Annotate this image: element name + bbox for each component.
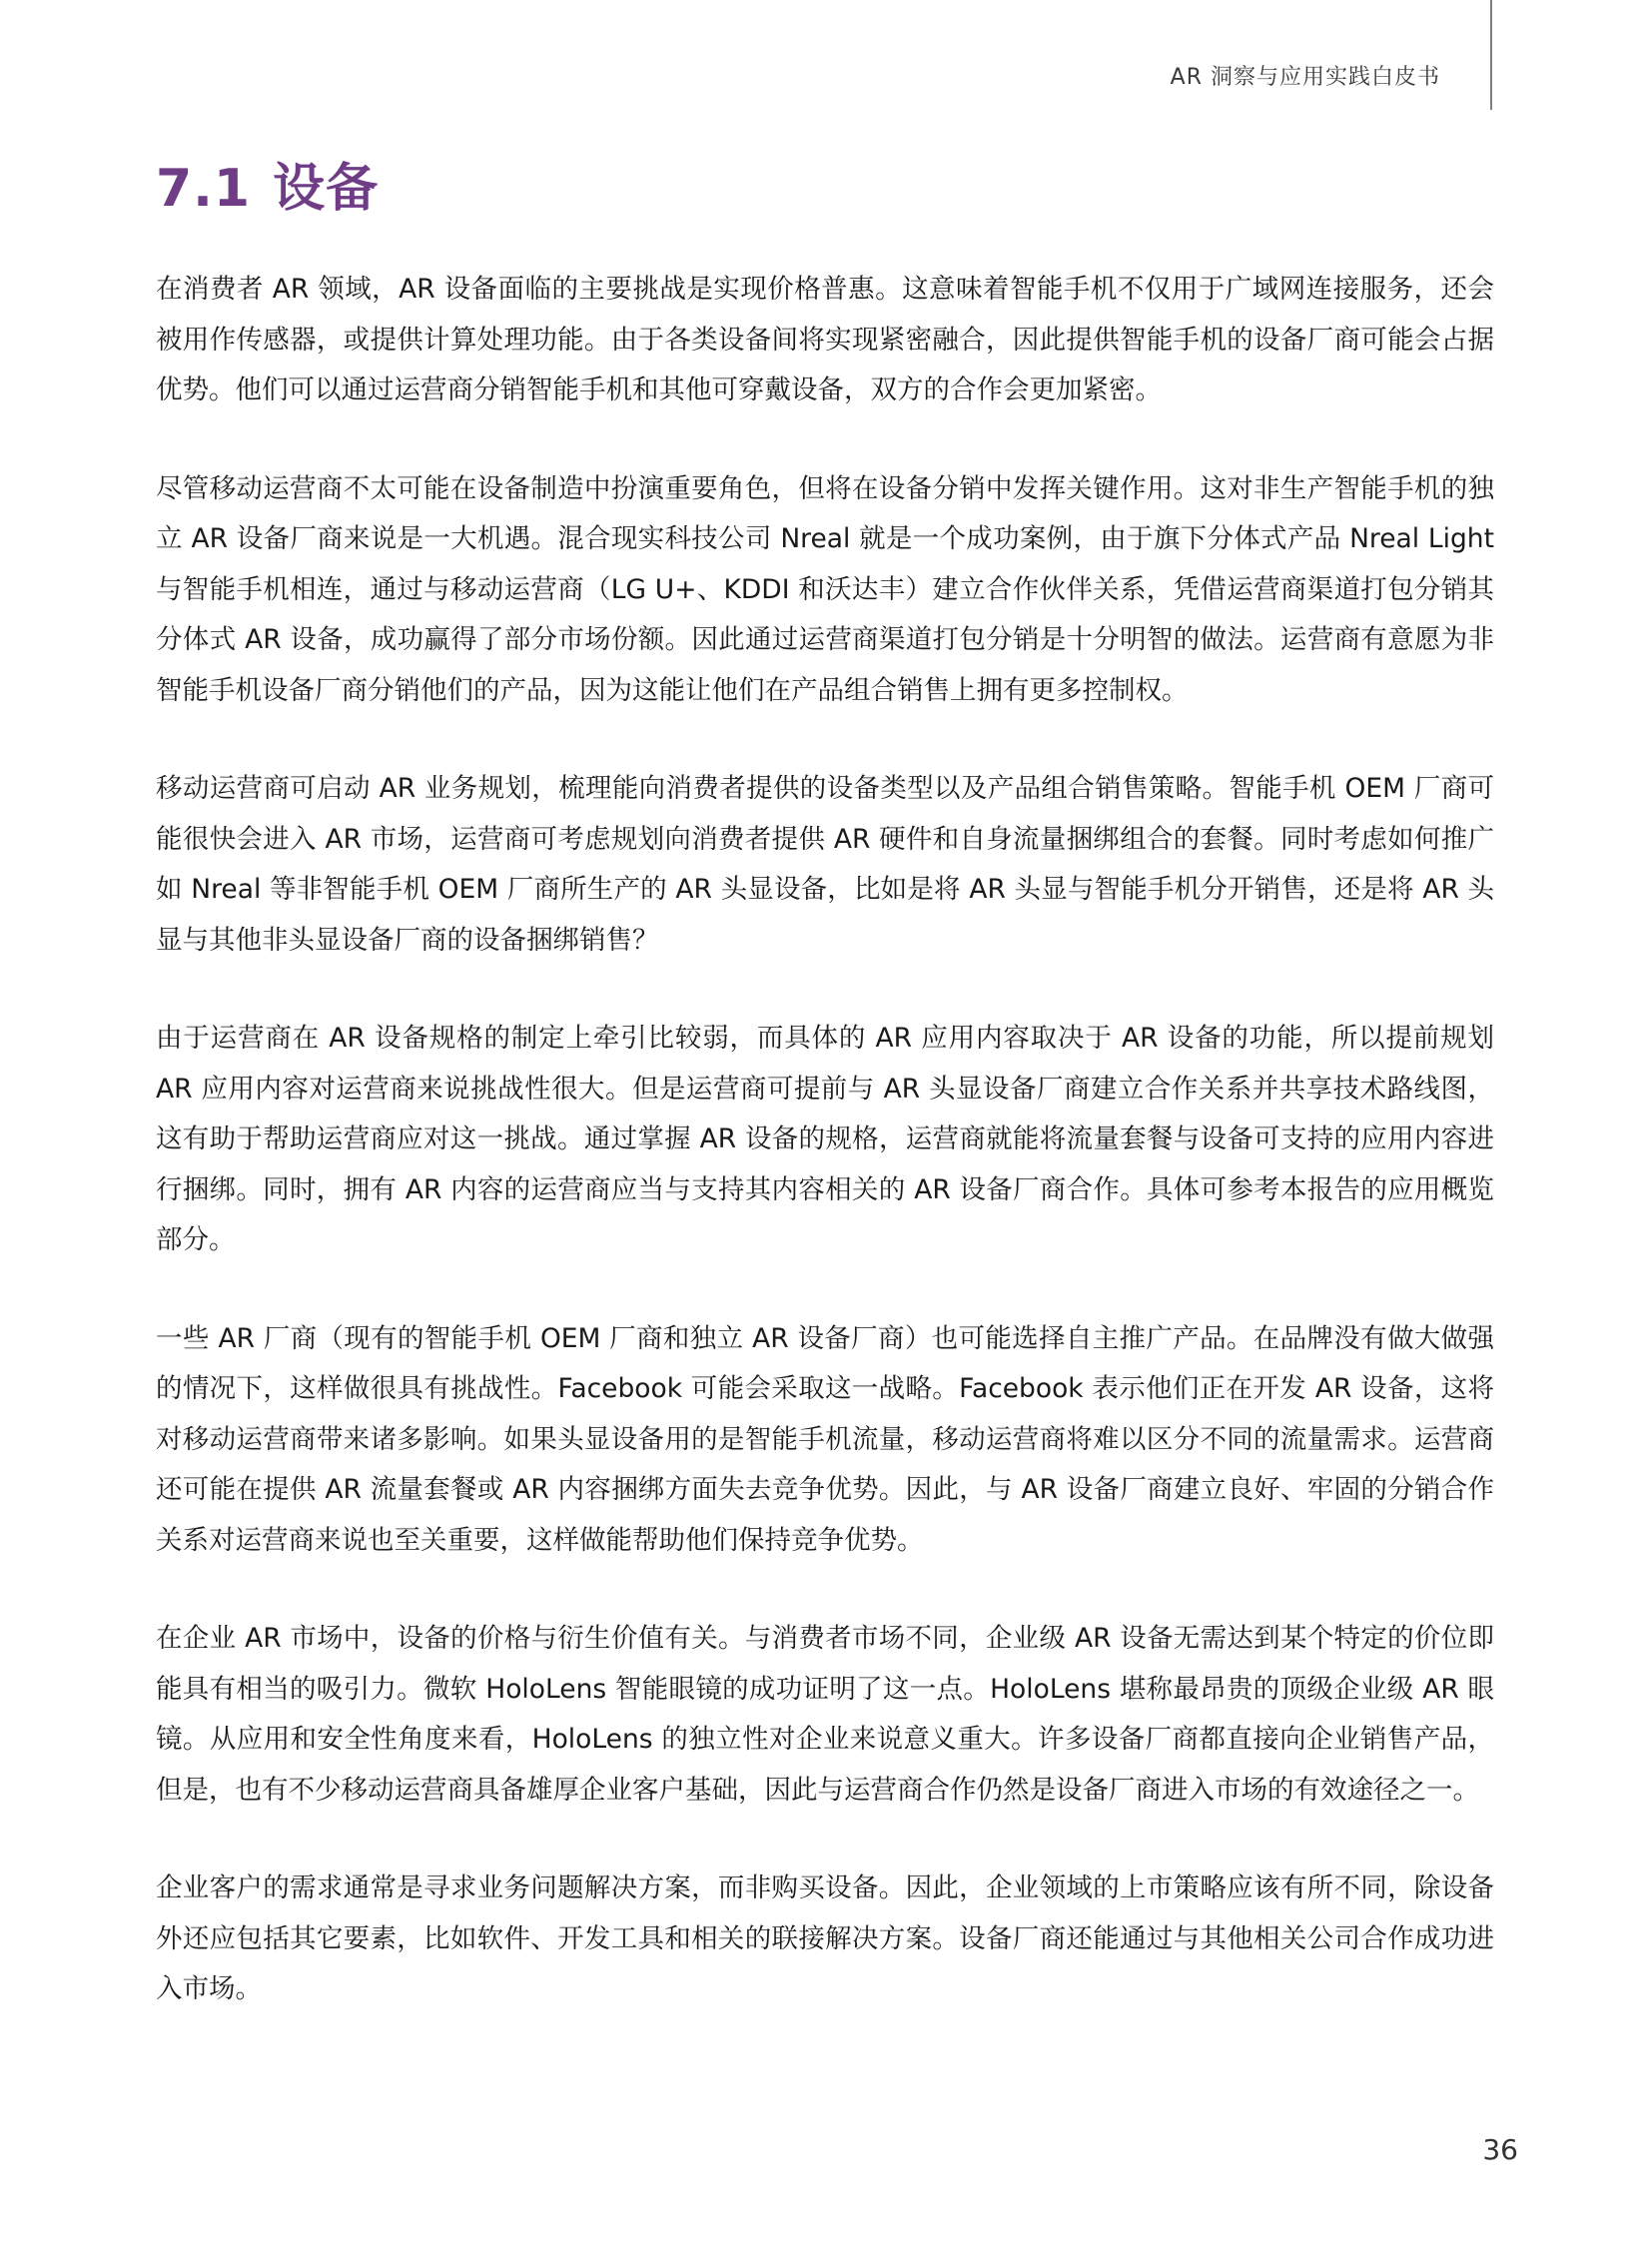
paragraph: 由于运营商在 AR 设备规格的制定上牵引比较弱，而具体的 AR 应用内容取决于 AR 设备的功能，所以提前规划 AR 应用内容对运营商来说挑战性很大。但是运营商可提前与 AR 头显设备厂商建立合作关系并共享技术路线图，这有助于帮助运营商应对这一挑战。通过掌握 AR 设备的规格，运营商就能将流量套餐与设备可支持的应用内容进行捆绑。同时，拥有 AR 内容的运营商应当与支持其内容相关的 AR 设备厂商合作。具体可参考本报告的应用概览部分。 [156, 1023, 1494, 1255]
paragraph: 企业客户的需求通常是寻求业务问题解决方案，而非购买设备。因此，企业领域的上市策略应该有所不同，除设备外还应包括其它要素，比如软件、开发工具和相关的联接解决方案。设备厂商还能通过与其他相关公司合作成功进入市场。 [156, 1872, 1494, 2004]
section-number: 7.1 [156, 159, 252, 219]
paragraph: 移动运营商可启动 AR 业务规划，梳理能向消费者提供的设备类型以及产品组合销售策略。智能手机 OEM 厂商可能很快会进入 AR 市场，运营商可考虑规划向消费者提供 AR 硬件和自身流量捆绑组合的套餐。同时考虑如何推广如 Nreal 等非智能手机 OEM 厂商所生产的 AR 头显设备，比如是将 AR 头显与智能手机分开销售，还是将 AR 头显与其他非头显设备厂商的设备捆绑销售？ [156, 773, 1494, 956]
header-divider [1490, 0, 1492, 110]
page-number: 36 [1482, 2133, 1518, 2166]
running-header-title: AR 洞察与应用实践白皮书 [1170, 65, 1440, 90]
section-heading [156, 146, 379, 221]
section-title-text: 设备 [273, 159, 380, 219]
paragraph: 一些 AR 厂商（现有的智能手机 OEM 厂商和独立 AR 设备厂商）也可能选择自主推广产品。在品牌没有做大做强的情况下，这样做很具有挑战性。Facebook 可能会采取这一战略。Facebook 表示他们正在开发 AR 设备，这将对移动运营商带来诸多影响。如果头显设备用的是智能手机流量，移动运营商将难以区分不同的流量需求。运营商还可能在提供 AR 流量套餐或 AR 内容捆绑方面失去竞争优势。因此，与 AR 设备厂商建立良好、牢固的分销合作关系对运营商来说也至关重要，这样做能帮助他们保持竞争优势。 [156, 1322, 1494, 1556]
paragraph: 在消费者 AR 领域，AR 设备面临的主要挑战是实现价格普惠。这意味着智能手机不仅用于广域网连接服务，还会被用作传感器，或提供计算处理功能。由于各类设备间将实现紧密融合，因此提供智能手机的设备厂商可能会占据优势。他们可以通过运营商分销智能手机和其他可穿戴设备，双方的合作会更加紧密。 [156, 274, 1494, 405]
paragraph: 尽管移动运营商不太可能在设备制造中扮演重要角色，但将在设备分销中发挥关键作用。这对非生产智能手机的独立 AR 设备厂商来说是一大机遇。混合现实科技公司 Nreal 就是一个成功案例，由于旗下分体式产品 Nreal Light 与智能手机相连，通过与移动运营商（LG U+、KDDI 和沃达丰）建立合作伙伴关系，凭借运营商渠道打包分销其分体式 AR 设备，成功赢得了部分市场份额。因此通过运营商渠道打包分销是十分明智的做法。运营商有意愿为非智能手机设备厂商分销他们的产品，因为这能让他们在产品组合销售上拥有更多控制权。 [156, 472, 1494, 706]
paragraph: 在企业 AR 市场中，设备的价格与衍生价值有关。与消费者市场不同，企业级 AR 设备无需达到某个特定的价位即能具有相当的吸引力。微软 HoloLens 智能眼镜的成功证明了这一点。HoloLens 堪称最昂贵的顶级企业级 AR 眼镜。从应用和安全性角度来看，HoloLens 的独立性对企业来说意义重大。许多设备厂商都直接向企业销售产品，但是，也有不少移动运营商具备雄厚企业客户基础，因此与运营商合作仍然是设备厂商进入市场的有效途径之一。 [156, 1623, 1494, 1806]
body-text [156, 265, 1494, 2063]
